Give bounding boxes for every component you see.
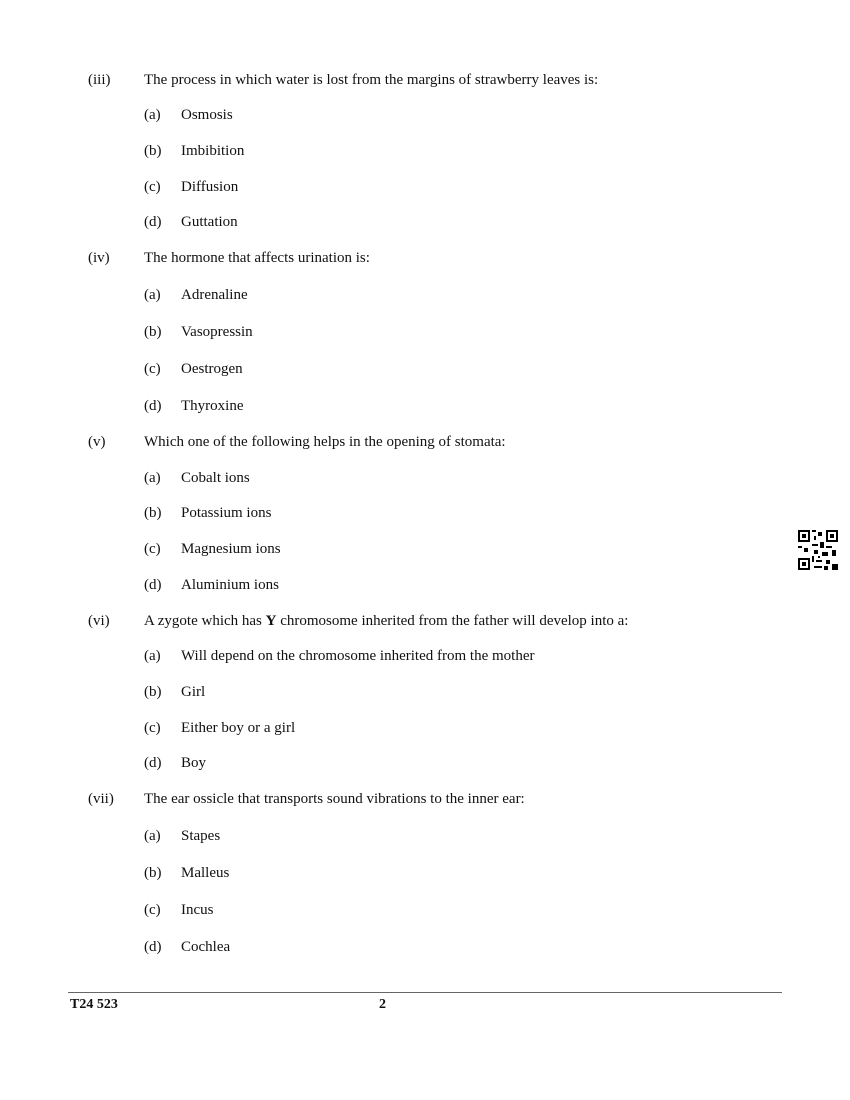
option-label: (a)	[144, 828, 161, 844]
footer-divider	[68, 992, 782, 993]
option-label: (c)	[144, 179, 161, 195]
option-text: Cochlea	[181, 939, 231, 955]
option-label: (c)	[144, 902, 161, 918]
question-text: The process in which water is lost from the margins of strawberry leaves is:	[144, 72, 599, 88]
paper-code: T24 523	[70, 997, 118, 1012]
option-text: Thyroxine	[181, 398, 244, 414]
option-label: (b)	[144, 865, 162, 881]
option-label: (d)	[144, 577, 162, 593]
option-text: Incus	[181, 902, 214, 918]
option-text: Diffusion	[181, 179, 239, 195]
option-text: Potassium ions	[181, 505, 272, 521]
option-text: Imbibition	[181, 143, 245, 159]
option-text: Boy	[181, 755, 207, 771]
option-text: Malleus	[181, 865, 230, 881]
option-label: (c)	[144, 720, 161, 736]
option-text: Either boy or a girl	[181, 720, 296, 736]
option-label: (b)	[144, 505, 162, 521]
option-label: (b)	[144, 324, 162, 340]
option-text: Stapes	[181, 828, 221, 844]
option-label: (d)	[144, 939, 162, 955]
option-label: (b)	[144, 684, 162, 700]
option-label: (a)	[144, 107, 161, 123]
option-text: Aluminium ions	[181, 577, 279, 593]
option-label: (c)	[144, 361, 161, 377]
question-number: (iii)	[88, 72, 111, 88]
bold-y: Y	[265, 613, 277, 629]
question-number: (vii)	[88, 791, 114, 807]
option-label: (a)	[144, 287, 161, 303]
option-text: Osmosis	[181, 107, 233, 123]
option-label: (b)	[144, 143, 162, 159]
option-label: (d)	[144, 214, 162, 230]
qr-code-icon	[798, 530, 838, 570]
page-number: 2	[379, 997, 386, 1012]
option-text: Oestrogen	[181, 361, 243, 377]
option-label: (d)	[144, 398, 162, 414]
option-label: (a)	[144, 648, 161, 664]
question-number: (vi)	[88, 613, 110, 629]
option-label: (c)	[144, 541, 161, 557]
option-text: Magnesium ions	[181, 541, 281, 557]
option-text: Will depend on the chromosome inherited from the mother	[181, 648, 535, 664]
option-label: (d)	[144, 755, 162, 771]
question-text: A zygote which has Y chromosome inherited from the father will develop into a:	[144, 613, 629, 629]
option-text: Girl	[181, 684, 206, 700]
option-text: Cobalt ions	[181, 470, 250, 486]
option-text: Vasopressin	[181, 324, 253, 340]
option-text: Guttation	[181, 214, 238, 230]
question-text: The ear ossicle that transports sound vibrations to the inner ear:	[144, 791, 525, 807]
option-text: Adrenaline	[181, 287, 248, 303]
question-number: (v)	[88, 434, 106, 450]
option-label: (a)	[144, 470, 161, 486]
question-text: Which one of the following helps in the opening of stomata:	[144, 434, 506, 450]
question-text: The hormone that affects urination is:	[144, 250, 370, 266]
question-number: (iv)	[88, 250, 110, 266]
